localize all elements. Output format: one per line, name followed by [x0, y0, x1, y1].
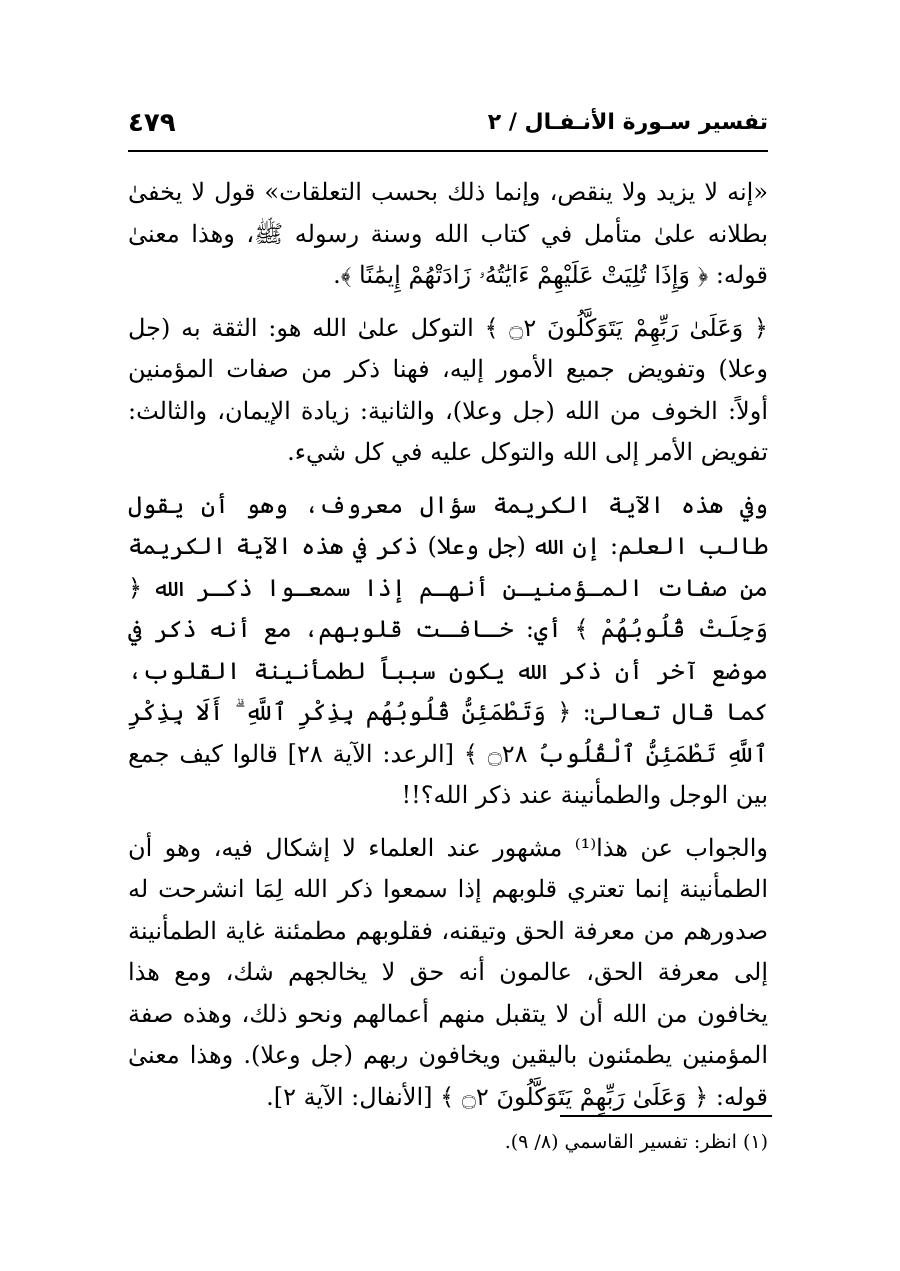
paragraph: والجواب عن هذا⁽¹⁾ مشهور عند العلماء لا إشكال فيه، وهو أن الطمأنينة إنما تعتري قلوبهم إذا سمعوا ذكر الله لِمَا انشرحت له صدورهم من معرفة الحق وتيقنه، فقلوبهم مطمئنة غاية الطمأنينة إلى معرفة الحق، عالمون أنه حق لا يخالجهم شك، ومع هذا يخافون من الله أن لا يتقبل منهم أعمالهم ونحو ذلك، وهذه صفة المؤمنين يطمئنون باليقين ويخافون ربهم (جل وعلا). وهذا معنىٰ قوله: ﴿ وَعَلَىٰ رَبِّهِمْ يَتَوَكَّلُونَ ۝٢ ﴾ [الأنفال: الآية ٢].: [128, 833, 768, 1111]
paragraph: «إنه لا يزيد ولا ينقص، وإنما ذلك بحسب التعلقات» قول لا يخفىٰ بطلانه علىٰ متأمل في كتاب الله وسنة رسوله ﷺ، وهذا معنىٰ قوله: ﴿ وَإِذَا تُلِيَتْ عَلَيْهِمْ ءَايَٰتُهُۥ زَادَتْهُمْ إِيمَٰنًا ﴾.: [128, 178, 768, 289]
footnote-divider: [560, 1115, 772, 1117]
footnote: (١) انظر: تفسير القاسمي (٨/ ٩).: [504, 1131, 768, 1153]
page-header: [128, 110, 768, 148]
running-title: تفسير سـورة الأنـفـال / ٢: [487, 110, 768, 135]
header-divider: [128, 150, 768, 152]
paragraph: ﴿ وَعَلَىٰ رَبِّهِمْ يَتَوَكَّلُونَ ۝٢ ﴾ التوكل علىٰ الله هو: الثقة به (جل وعلا) وتفويض جميع الأمور إليه، فهنا ذكر من صفات المؤمنين أولاً: الخوف من الله (جل وعلا)، والثانية: زيادة الإيمان، والثالث: تفويض الأمر إلى الله والتوكل عليه في كل شيء.: [128, 313, 769, 466]
page-body: [128, 172, 768, 1118]
page-number: ٤٧٩: [128, 108, 176, 138]
paragraph: وفي هذه الآية الكريمة سؤال معروف، وهو أن يقول طالب العلم: إن الله (جل وعلا) ذكر في هذه الآية الكريمة من صفات المـؤمنيـن أنهـم إذا سمعـوا ذكـر الله ﴿ وَجِلَتْ قُلُوبُهُمْ ﴾ أي: خـافـت قلوبهم، مع أنه ذكر في موضع آخر أن ذكر الله يكون سبباً لطمأنينة القلوب، كما قال تعالىٰ: ﴿ وَتَطْمَئِنُّ قُلُوبُهُم بِذِكْرِ ٱللَّهِ ۗ أَلَا بِذِكْرِ ٱللَّهِ تَطْمَئِنُّ ٱلْقُلُوبُ ۝٢٨ ﴾ [الرعد: الآية ٢٨] قالوا كيف جمع بين الوجل والطمأنينة عند ذكر الله؟!!: [128, 490, 768, 809]
